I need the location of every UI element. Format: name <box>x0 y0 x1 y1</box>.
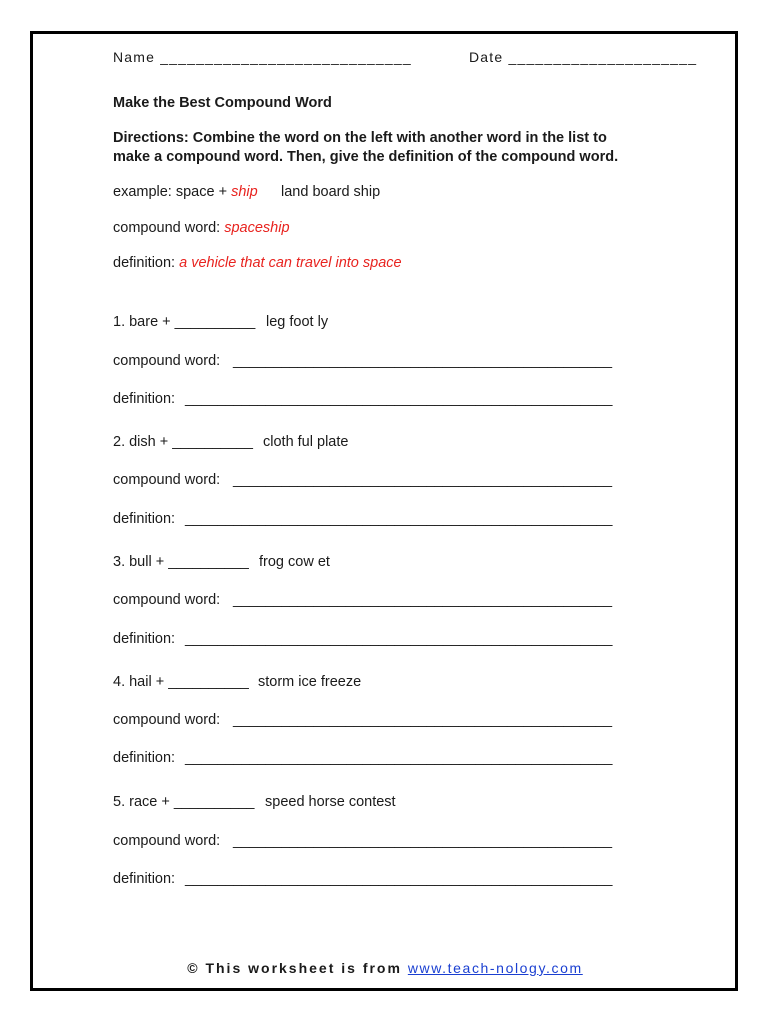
date-label: Date <box>469 49 504 65</box>
item-2-choices: cloth ful plate <box>263 434 349 450</box>
item-2-definition-input[interactable]: _____________________________________________________ <box>185 511 613 527</box>
item-5-compound-label: compound word: <box>113 833 221 849</box>
name-blank: ____________________________ <box>160 49 412 65</box>
example-prefix: example: space + <box>113 184 232 200</box>
item-1-compound-input[interactable]: _______________________________________________ <box>233 353 613 369</box>
item-3-definition-input[interactable]: _____________________________________________________ <box>185 631 613 647</box>
example-answer: ship <box>231 184 258 200</box>
item-5-definition-input[interactable]: _____________________________________________________ <box>185 871 613 887</box>
item-1-compound-label: compound word: <box>113 353 221 369</box>
item-1-choices: leg foot ly <box>266 314 329 330</box>
item-4-compound-input[interactable]: _______________________________________________ <box>233 712 613 728</box>
item-4-prompt: 4. hail + __________ <box>113 674 249 690</box>
example-compound-line <box>113 219 290 237</box>
item-3-choices: frog cow et <box>259 554 330 570</box>
item-5-compound-input[interactable]: _______________________________________________ <box>233 833 613 849</box>
item-3-definition-label: definition: <box>113 631 176 647</box>
item-5-definition-label: definition: <box>113 871 176 887</box>
item-2-compound-label: compound word: <box>113 472 221 488</box>
item-2-definition-label: definition: <box>113 511 176 527</box>
example-definition-label: definition: <box>113 255 180 271</box>
example-compound-answer: spaceship <box>224 220 290 236</box>
worksheet-title: Make the Best Compound Word <box>113 95 332 111</box>
item-3-compound-input[interactable]: _______________________________________________ <box>233 592 613 608</box>
date-field <box>469 48 697 66</box>
item-2-compound-input[interactable]: _______________________________________________ <box>233 472 613 488</box>
example-definition-line <box>113 254 402 272</box>
item-2-prompt: 2. dish + __________ <box>113 434 253 450</box>
name-field <box>113 48 412 66</box>
date-blank: _____________________ <box>508 49 698 65</box>
example-line <box>113 183 258 201</box>
item-4-definition-input[interactable]: _____________________________________________________ <box>185 750 613 766</box>
item-4-choices: storm ice freeze <box>258 674 362 690</box>
item-4-compound-label: compound word: <box>113 712 221 728</box>
example-choices: land board ship <box>281 184 381 200</box>
footer-text: This worksheet is from <box>199 960 408 976</box>
item-5-prompt: 5. race + __________ <box>113 794 255 810</box>
item-3-prompt: 3. bull + __________ <box>113 554 249 570</box>
directions-line-1: Directions: Combine the word on the left with another word in the list to <box>113 130 607 146</box>
copyright-icon: © <box>187 960 200 976</box>
directions-line-2: make a compound word. Then, give the definition of the compound word. <box>113 149 619 165</box>
footer-link[interactable]: www.teach-nology.com <box>407 960 583 976</box>
item-5-choices: speed horse contest <box>265 794 396 810</box>
name-label: Name <box>113 49 156 65</box>
item-1-definition-input[interactable]: _____________________________________________________ <box>185 391 613 407</box>
footer-credit <box>0 960 770 976</box>
item-3-compound-label: compound word: <box>113 592 221 608</box>
example-compound-label: compound word: <box>113 220 225 236</box>
item-1-prompt: 1. bare + __________ <box>113 314 256 330</box>
item-1-definition-label: definition: <box>113 391 176 407</box>
example-definition-answer: a vehicle that can travel into space <box>179 255 402 271</box>
item-4-definition-label: definition: <box>113 750 176 766</box>
